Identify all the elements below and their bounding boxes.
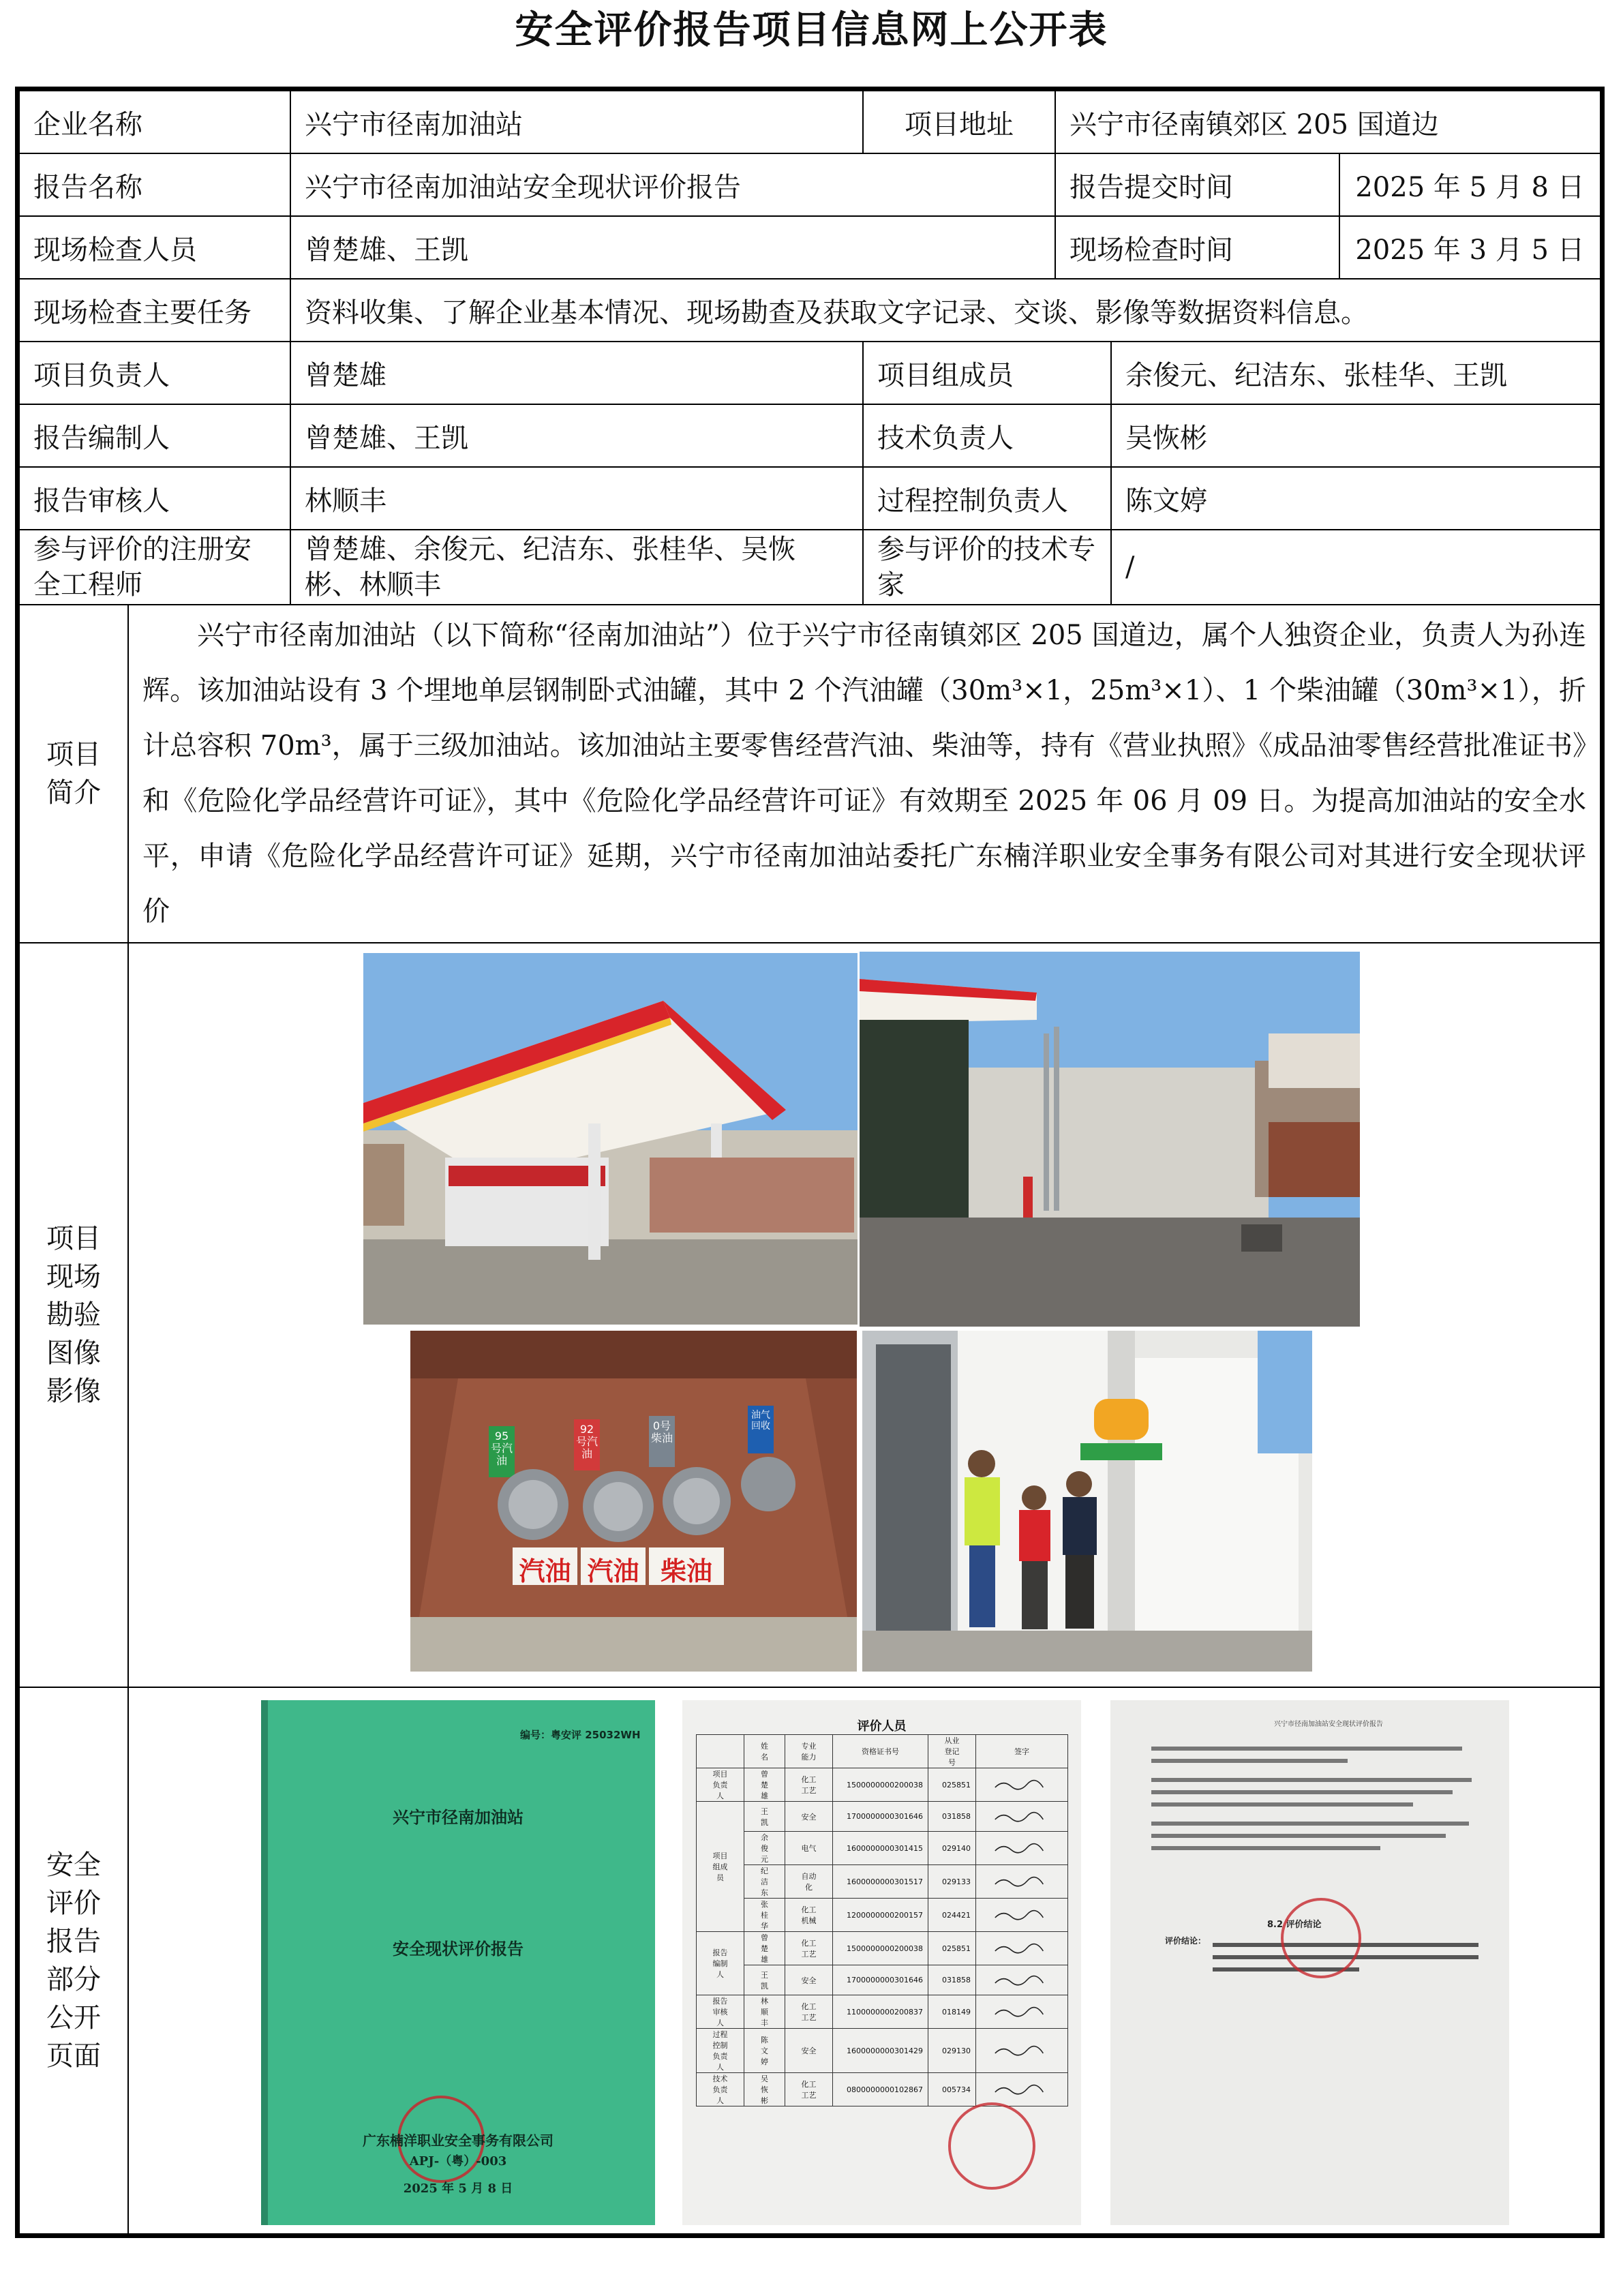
submit-time-label: 报告提交时间	[1055, 153, 1339, 216]
signature-cell	[976, 2029, 1068, 2073]
tasks-value: 资料收集、了解企业基本情况、现场勘查及获取文字记录、交谈、影像等数据资料信息。	[290, 279, 1601, 342]
staff-row	[697, 1995, 1068, 2029]
staff-header: 从业登记号	[928, 1735, 976, 1768]
intro-text: 兴宁市径南加油站（以下简称“径南加油站”）位于兴宁市径南镇郊区 205 国道边，属个人独资企业，负责人为孙连辉。该加油站设有 3 个埋地单层钢制卧式油罐，其中 2 个汽油罐（30m³×1，25m³×1）、1 个柴油罐（30m³×1），折计总容积 70m³，属于三级加油站。该加油站主要零售经营汽油、柴油等，持有《营业执照》《成品油零售经营批准证书》和《危险化学品经营许可证》，其中《危险化学品经营许可证》有效期至 2025 年 06 月 09 日。为提高加油站的安全水平，申请《危险化学品经营许可证》延期，兴宁市径南加油站委托广东楠洋职业安全事务有限公司对其进行安全现状评价	[128, 605, 1601, 943]
inspectors-photo	[862, 1331, 1312, 1672]
staff-cell: 张桂华	[744, 1899, 785, 1932]
staff-cell: 王 凯	[744, 1965, 785, 1995]
staff-cell: 曾楚雄	[744, 1768, 785, 1802]
tag-95: 95号汽油	[490, 1430, 513, 1467]
staff-cell: 纪洁东	[744, 1865, 785, 1899]
signature-cell	[976, 2073, 1068, 2106]
inspect-time-label: 现场检查时间	[1055, 216, 1339, 279]
staff-cell: 024421	[928, 1899, 976, 1932]
staff-cell: 025851	[928, 1768, 976, 1802]
leader-label: 项目负责人	[19, 342, 290, 404]
staff-role: 项目组成员	[697, 1802, 744, 1932]
conclusion-page	[1110, 1700, 1509, 2225]
inspectors-value: 曾楚雄、王凯	[290, 216, 1055, 279]
staff-seal	[948, 2102, 1035, 2190]
staff-cell: 031858	[928, 1802, 976, 1832]
conclusion-header: 兴宁市径南加油站安全现状评价报告	[1274, 1721, 1383, 1728]
staff-row	[697, 1965, 1068, 1995]
staff-cell: 031858	[928, 1965, 976, 1995]
staff-cell: 018149	[928, 1995, 976, 2029]
engineers-label: 参与评价的注册安全工程师	[19, 530, 290, 605]
cover-number: 编号：粤安评 25032WH	[520, 1729, 641, 1741]
report-name-value: 兴宁市径南加油站安全现状评价报告	[290, 153, 1055, 216]
inspectors-label: 现场检查人员	[19, 216, 290, 279]
tank-manhole-photo	[410, 1331, 857, 1672]
staff-role: 技术负责人	[697, 2073, 744, 2106]
staff-title: 评价人员	[857, 1719, 907, 1734]
photos-cell	[128, 943, 1601, 1687]
cover-org: 广东楠洋职业安全事务有限公司	[363, 2132, 553, 2149]
info-table	[18, 90, 1601, 2235]
label-gasoline-1: 汽油	[519, 1556, 571, 1586]
staff-cell: 化工工艺	[785, 2073, 833, 2106]
staff-row	[697, 2073, 1068, 2106]
staff-row	[697, 1802, 1068, 1832]
staff-cell: 1600000000301517	[833, 1865, 928, 1899]
signature-cell	[976, 1832, 1068, 1865]
experts-label: 参与评价的技术专家	[863, 530, 1111, 605]
cover-cert: APJ-（粤）-003	[409, 2154, 507, 2169]
label-gasoline-2: 汽油	[587, 1556, 639, 1586]
enterprise-value: 兴宁市径南加油站	[290, 91, 863, 153]
pages-cell	[128, 1687, 1601, 2234]
engineers-value: 曾楚雄、余俊元、纪洁东、张桂华、吴恢彬、林顺丰	[290, 530, 863, 605]
reviewer-label: 报告审核人	[19, 467, 290, 530]
pages-label: 安全评价报告部分公开页面	[19, 1687, 128, 2234]
staff-cell: 0800000000102867	[833, 2073, 928, 2106]
experts-value: /	[1111, 530, 1601, 605]
staff-cell: 吴恢彬	[744, 2073, 785, 2106]
staff-cell: 化工工艺	[785, 1932, 833, 1965]
staff-cell: 自动化	[785, 1865, 833, 1899]
staff-role: 报告编制人	[697, 1932, 744, 1995]
staff-cell: 安全	[785, 2029, 833, 2073]
staff-cell: 029140	[928, 1832, 976, 1865]
address-value: 兴宁市径南镇郊区 205 国道边	[1055, 91, 1601, 153]
staff-cell: 安全	[785, 1965, 833, 1995]
reviewer-value: 林顺丰	[290, 467, 863, 530]
staff-row	[697, 2029, 1068, 2073]
signature-cell	[976, 1802, 1068, 1832]
members-label: 项目组成员	[863, 342, 1111, 404]
photos-label: 项目现场勘验图像影像	[19, 943, 128, 1687]
staff-row	[697, 1768, 1068, 1802]
staff-cell: 化工工艺	[785, 1995, 833, 2029]
conclusion-text-lines	[1151, 1738, 1478, 1858]
staff-cell: 王 凯	[744, 1802, 785, 1832]
submit-time-value: 2025 年 5 月 8 日	[1339, 153, 1601, 216]
tasks-label: 现场检查主要任务	[19, 279, 290, 342]
staff-header: 资格证书号	[833, 1735, 928, 1768]
process-label: 过程控制负责人	[863, 467, 1111, 530]
staff-cell: 1100000000200837	[833, 1995, 928, 2029]
staff-row	[697, 1932, 1068, 1965]
staff-cell: 化工机械	[785, 1899, 833, 1932]
staff-role: 过程控制负责人	[697, 2029, 744, 2073]
signature-cell	[976, 1995, 1068, 2029]
staff-header: 签字	[976, 1735, 1068, 1768]
staff-cell: 化工工艺	[785, 1768, 833, 1802]
label-diesel: 柴油	[660, 1556, 712, 1586]
members-value: 余俊元、纪洁东、张桂华、王凯	[1111, 342, 1601, 404]
tag-92: 92号汽油	[575, 1423, 598, 1460]
staff-header: 专业能力	[785, 1735, 833, 1768]
tech-value: 吴恢彬	[1111, 404, 1601, 467]
signature-cell	[976, 1965, 1068, 1995]
editor-value: 曾楚雄、王凯	[290, 404, 863, 467]
staff-cell: 005734	[928, 2073, 976, 2106]
staff-header-blank	[697, 1735, 744, 1768]
staff-cell: 1200000000200157	[833, 1899, 928, 1932]
station-canopy-photo	[363, 953, 858, 1325]
staff-table	[696, 1734, 1068, 2106]
page-title: 安全评价报告项目信息网上公开表	[515, 7, 1108, 52]
staff-row	[697, 1899, 1068, 1932]
editor-label: 报告编制人	[19, 404, 290, 467]
leader-value: 曾楚雄	[290, 342, 863, 404]
staff-cell: 1700000000301646	[833, 1802, 928, 1832]
report-name-label: 报告名称	[19, 153, 290, 216]
inspect-time-value: 2025 年 3 月 5 日	[1339, 216, 1601, 279]
staff-row	[697, 1865, 1068, 1899]
staff-cell: 电气	[785, 1832, 833, 1865]
staff-cell: 025851	[928, 1932, 976, 1965]
staff-signature-page	[682, 1700, 1081, 2225]
staff-cell: 林顺丰	[744, 1995, 785, 2029]
staff-cell: 1500000000200038	[833, 1768, 928, 1802]
staff-cell: 1700000000301646	[833, 1965, 928, 1995]
staff-cell: 陈文婷	[744, 2029, 785, 2073]
report-cover-page	[261, 1700, 655, 2225]
signature-cell	[976, 1865, 1068, 1899]
signature-cell	[976, 1932, 1068, 1965]
cover-report-title: 安全现状评价报告	[393, 1939, 524, 1959]
staff-role: 报告审核人	[697, 1995, 744, 2029]
staff-role: 项目负责人	[697, 1768, 744, 1802]
staff-cell: 曾楚雄	[744, 1932, 785, 1965]
tank-area-photo	[860, 952, 1360, 1327]
intro-label: 项目简介	[19, 605, 128, 943]
conclusion-section: 8.2 评价结论	[1267, 1920, 1322, 1930]
staff-cell: 029130	[928, 2029, 976, 2073]
staff-cell: 029133	[928, 1865, 976, 1899]
enterprise-label: 企业名称	[19, 91, 290, 153]
cover-company: 兴宁市径南加油站	[393, 1807, 524, 1827]
staff-row	[697, 1832, 1068, 1865]
tag-0: 0号柴油	[650, 1419, 673, 1445]
signature-cell	[976, 1899, 1068, 1932]
signature-cell	[976, 1768, 1068, 1802]
address-label: 项目地址	[863, 91, 1055, 153]
staff-cell: 1600000000301429	[833, 2029, 928, 2073]
tag-vapor: 油气回收	[751, 1410, 770, 1432]
staff-cell: 安全	[785, 1802, 833, 1832]
staff-header: 姓名	[744, 1735, 785, 1768]
cover-date: 2025 年 5 月 8 日	[403, 2181, 513, 2196]
process-value: 陈文婷	[1111, 467, 1601, 530]
tech-label: 技术负责人	[863, 404, 1111, 467]
conclusion-label: 评价结论：	[1165, 1936, 1207, 1946]
staff-cell: 余俊元	[744, 1832, 785, 1865]
conclusion-seal	[1281, 1898, 1361, 1978]
staff-cell: 1600000000301415	[833, 1832, 928, 1865]
staff-cell: 1500000000200038	[833, 1932, 928, 1965]
